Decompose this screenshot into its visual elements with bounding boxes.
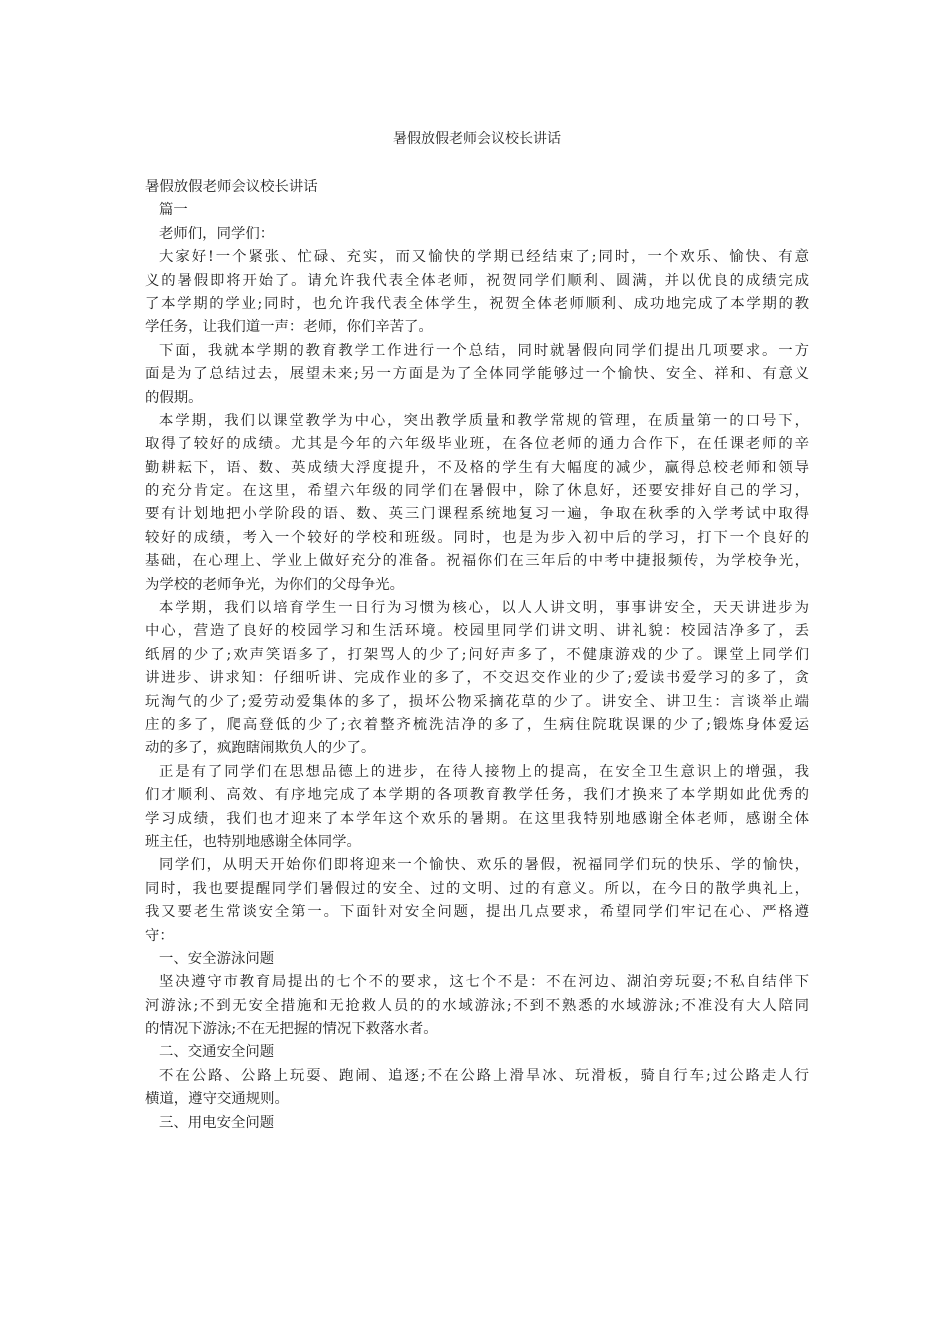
text-line: 义的暑假即将开始了。请允许我代表全体老师，祝贺同学们顺利、圆满，并以优良的成绩完成 [145, 272, 809, 289]
text-line: 的充分肯定。在这里，希望六年级的同学们在暑假中，除了休息好，还要安排好自己的学习， [145, 483, 809, 500]
text-line: 要有计划地把小学阶段的语、数、英三门课程系统地复习一遍，争取在秋季的入学考试中取得 [145, 506, 809, 523]
text-line: 为学校的老师争光，为你们的父母争光。 [145, 576, 405, 593]
text-line: 动的多了，疯跑瞎闹欺负人的少了。 [145, 740, 376, 757]
text-line: 我又要老生常谈安全第一。下面针对安全问题，提出几点要求，希望同学们牢记在心、严格遵 [145, 904, 809, 921]
text-line: 本学期，我们以培育学生一日行为习惯为核心，以人人讲文明，事事讲安全，天天讲进步为 [159, 600, 809, 617]
text-line: 班主任，也特别地感谢全体同学。 [145, 833, 361, 850]
text-line: 二、交通安全问题 [159, 1044, 275, 1061]
text-line: 同时，我也要提醒同学们暑假过的安全、过的文明、过的有意义。所以，在今日的散学典礼上， [145, 880, 809, 897]
text-line: 面是为了总结过去，展望未来;另一方面是为了全体同学能够过一个愉快、安全、祥和、有意义 [145, 366, 809, 383]
text-line: 的情况下游泳;不在无把握的情况下救落水者。 [145, 1021, 438, 1038]
text-line: 庄的多了，爬高登低的少了;衣着整齐梳洗洁净的多了，生病住院耽误课的少了;锻炼身体爱运 [145, 716, 809, 733]
text-line: 中心，营造了良好的校园学习和生活环境。校园里同学们讲文明、讲礼貌：校园洁净多了，丢 [145, 623, 809, 640]
text-line: 横道，遵守交通规则。 [145, 1091, 289, 1108]
document-heading-line: 暑假放假老师会议校长讲话 [145, 179, 318, 195]
text-line: 学任务，让我们道一声：老师，你们辛苦了。 [145, 319, 433, 336]
text-line: 基础，在心理上、学业上做好充分的准备。祝福你们在三年后的中考中捷报频传，为学校争光， [145, 553, 809, 570]
text-line: 玩淘气的少了;爱劳动爱集体的多了，损坏公物采摘花草的少了。讲安全、讲卫生：言谈举止端 [145, 693, 809, 710]
text-line: 的假期。 [145, 389, 203, 406]
text-line: 不在公路、公路上玩耍、跑闹、追逐;不在公路上滑旱冰、玩滑板，骑自行车;过公路走人行 [159, 1067, 809, 1084]
text-line: 勤耕耘下，语、数、英成绩大浮度提升，不及格的学生有大幅度的减少，赢得总校老师和领导 [145, 459, 809, 476]
text-line: 河游泳;不到无安全措施和无抢救人员的的水域游泳;不到不熟悉的水域游泳;不准没有大人陪同 [145, 997, 809, 1014]
text-line: 坚决遵守市教育局提出的七个不的要求，这七个不是：不在河边、湖泊旁玩耍;不私自结伴下 [159, 974, 809, 991]
text-line: 守： [145, 927, 174, 944]
text-line: 同学们，从明天开始你们即将迎来一个愉快、欢乐的暑假，祝福同学们玩的快乐、学的愉快， [159, 857, 809, 874]
text-line: 学习成绩，我们也才迎来了本学年这个欢乐的暑期。在这里我特别地感谢全体老师，感谢全体 [145, 810, 809, 827]
text-line: 讲进步、讲求知：仔细听讲、完成作业的多了，不交迟交作业的少了;爱读书爱学习的多了，贪 [145, 670, 809, 687]
document-title: 暑假放假老师会议校长讲话 [393, 131, 561, 147]
text-line: 了本学期的学业;同时，也允许我代表全体学生，祝贺全体老师顺利、成功地完成了本学期的教 [145, 295, 809, 312]
text-line: 取得了较好的成绩。尤其是今年的六年级毕业班，在各位老师的通力合作下，在任课老师的辛 [145, 436, 809, 453]
text-line: 本学期，我们以课堂教学为中心，突出教学质量和教学常规的管理，在质量第一的口号下， [159, 412, 809, 429]
text-line: 老师们，同学们： [159, 225, 275, 242]
text-line: 大家好!一个紧张、忙碌、充实，而又愉快的学期已经结束了;同时，一个欢乐、愉快、有意 [159, 249, 809, 266]
text-line: 下面，我就本学期的教育教学工作进行一个总结，同时就暑假向同学们提出几项要求。一方 [159, 342, 809, 359]
text-line: 一、安全游泳问题 [159, 950, 275, 967]
text-line: 三、用电安全问题 [159, 1114, 275, 1131]
text-line: 们才顺利、高效、有序地完成了本学期的各项教育教学任务，我们才换来了本学期如此优秀的 [145, 787, 809, 804]
text-line: 纸屑的少了;欢声笑语多了，打架骂人的少了;问好声多了，不健康游戏的少了。课堂上同学们 [145, 646, 809, 663]
document-body [145, 176, 809, 1135]
text-line: 较好的成绩，考入一个较好的学校和班级。同时，也是为步入初中后的学习，打下一个良好的 [145, 529, 809, 546]
text-line: 篇一 [159, 202, 188, 219]
text-line: 正是有了同学们在思想品德上的进步，在待人接物上的提高，在安全卫生意识上的增强，我 [159, 763, 809, 780]
